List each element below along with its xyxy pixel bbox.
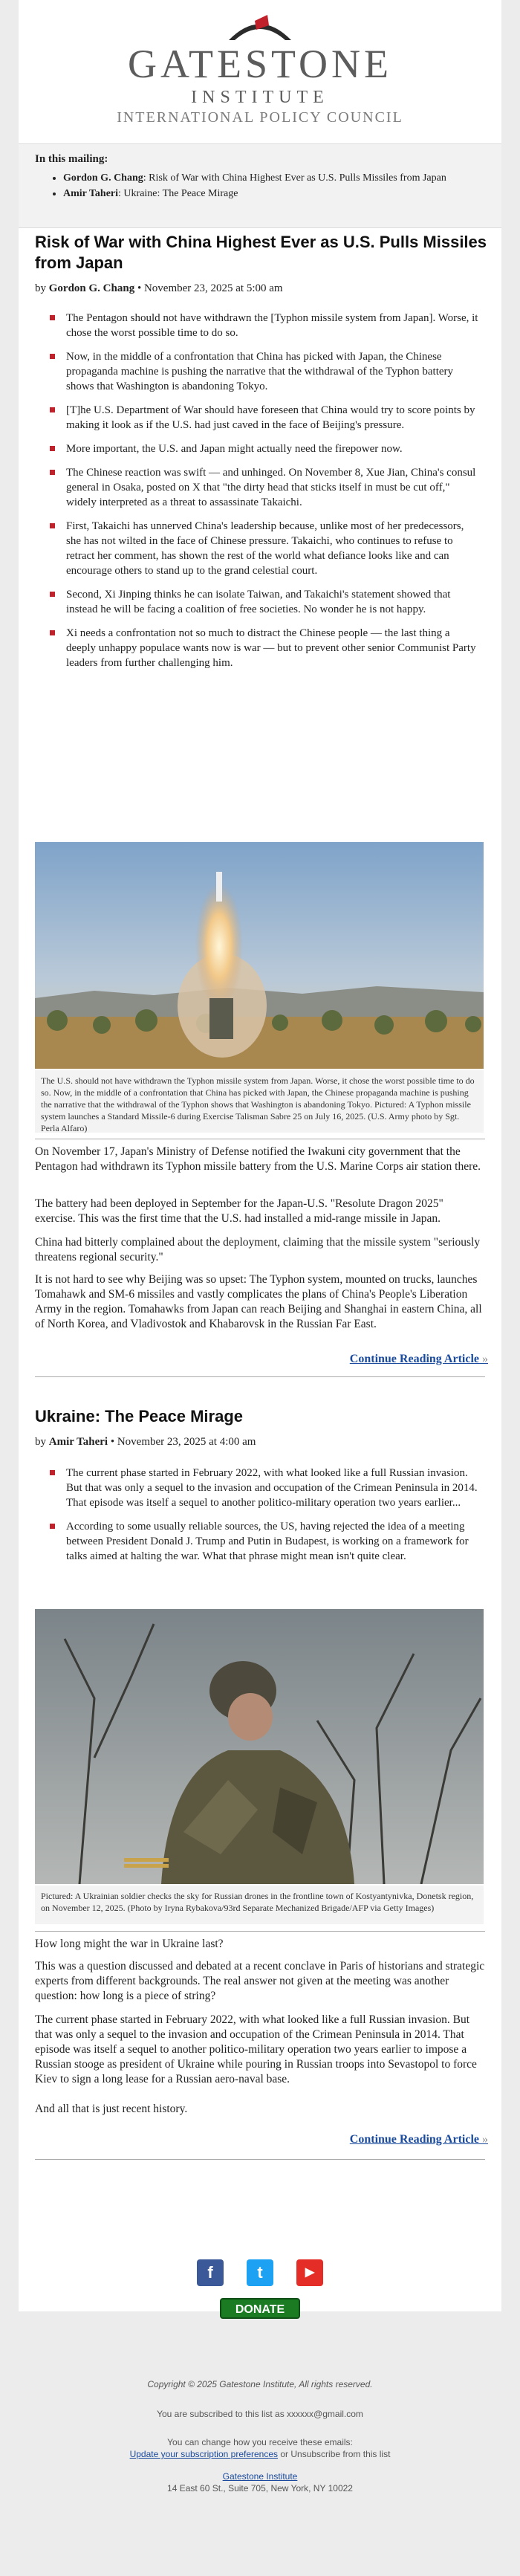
article-title[interactable]: Ukraine: The Peace Mirage — [35, 1407, 244, 1425]
article-paragraph: And all that is just recent history. — [35, 2103, 188, 2115]
logo-subtitle: INSTITUTE — [191, 88, 329, 107]
bullet-item: Xi needs a confrontation not so much to distract the Chinese people — the last thing a deeply unhappy populace wants now is war — but to prevent other senior Communist Party leaders from further challenging him. — [35, 626, 481, 670]
article-byline — [35, 281, 488, 296]
footer-links — [0, 2448, 520, 2460]
footer-change: You can change how you receive these emails: — [167, 2437, 353, 2447]
mailing-item[interactable] — [63, 187, 464, 201]
update-preferences-link[interactable]: Update your subscription preferences — [129, 2449, 279, 2459]
youtube-icon[interactable]: ▶ — [296, 2259, 323, 2286]
article-paragraph: The current phase started in February 2022, with what looked like a full Russian invasion. But that was only a sequel to the invasion and occupation of the Crimean Peninsula in 2014. That episode was itself a sequel to another politico-military operation two years earlier to impose a Russian stooge as president of Ukraine while pouring in Russian troops into Sevastopol to force Kiev to sign a long lease for a Russian aero-naval base. — [35, 2013, 477, 2085]
article-paragraph: The battery had been deployed in September for the Japan-U.S. "Resolute Dragon 2025" exercise. This was the first time that the U.S. had installed a mid-range missile in Japan. — [35, 1197, 443, 1225]
photo-caption: Pictured: A Ukrainian soldier checks the sky for Russian drones in the frontline town of Kostyantynivka, Donetsk region, on November 12, 2025. (Photo by Iryna Rybakova/93rd Separate Mechanized Brigade/AFP via Getty Images) — [35, 1886, 484, 1924]
bullet-item: Second, Xi Jinping thinks he can isolate Taiwan, and Takaichi's statement showed that instead he will be facing a coalition of free societies. No wonder he is not happy. — [35, 587, 481, 617]
bullet-item: According to some usually reliable sources, the US, having rejected the idea of a meeting between President Donald J. Trump and Putin in Budapest, is working on a framework for talks aimed at halting the war. What that phrase might mean isn't quite clear. — [35, 1519, 481, 1564]
article-paragraph: This was a question discussed and debated at a recent conclave in Paris of historians and strategic experts from different backgrounds. The real answer not given at the meeting was another question: how long is a piece of string? — [35, 1960, 485, 2002]
byline-by: by — [35, 1436, 46, 1448]
article-paragraph: It is not hard to see why Beijing was so upset: The Typhon system, mounted on trucks, launches Tomahawk and SM-6 missiles and vastly complicates the plans of China's People's Liberation Army in the region. Tomahawks from Japan can reach Beijing and Shanghai in eastern China, all of North Korea, and Vladivostok and Khabarovsk in the Russian Far East. — [35, 1273, 482, 1330]
article-paragraph: On November 17, Japan's Ministry of Defense notified the Iwakuni city government that the Pentagon had withdrawn its Typhon missile battery from the U.S. Marine Corps air station there. — [35, 1145, 481, 1173]
bullet-item: Now, in the middle of a confrontation that China has picked with Japan, the Chinese propaganda machine is pushing the narrative that the withdrawal of the Typhon battery shows that Washington is abandoning Tokyo. — [35, 349, 481, 394]
caption-divider — [35, 1931, 485, 1932]
bullet-item: First, Takaichi has unnerved China's leadership because, unlike most of her predecessors, she has not wilted in the face of Chinese pressure. Takaichi, who continues to refuse to retract her comment, has shown the rest of the world what defiance looks like and can encourage others to stand up to the grand celestial court. — [35, 519, 481, 578]
byline-by: by — [35, 282, 46, 294]
footer-org — [0, 2470, 520, 2482]
continue-reading-link[interactable] — [35, 2133, 488, 2146]
byline-author[interactable]: Amir Taheri — [48, 1436, 108, 1448]
footer-copyright: Copyright © 2025 Gatestone Institute, All rights reserved. — [147, 2379, 373, 2389]
email-footer — [0, 2378, 520, 2494]
org-link[interactable]: Gatestone Institute — [222, 2471, 298, 2482]
byline-date: November 23, 2025 at 4:00 am — [117, 1436, 256, 1448]
mailing-item[interactable] — [63, 171, 464, 185]
article-photo-missile[interactable] — [35, 842, 484, 1069]
continue-reading-label[interactable]: Continue Reading Article — [349, 1353, 479, 1365]
article-photo-soldier[interactable] — [35, 1609, 484, 1884]
continue-reading-label[interactable]: Continue Reading Article — [349, 2133, 479, 2146]
article-divider — [35, 1376, 485, 1377]
article-title[interactable]: Risk of War with China Highest Ever as U.S. Pulls Missiles from Japan — [35, 233, 487, 272]
footer-subscribed: You are subscribed to this list as xxxxxx@gmail.com — [157, 2409, 363, 2419]
article-bullets — [35, 311, 481, 679]
twitter-icon[interactable]: t — [247, 2259, 273, 2286]
bullet-item: The Pentagon should not have withdrawn the [Typhon missile system from Japan]. Worse, it chose the worst possible time to do so. — [35, 311, 481, 340]
article-paragraph: How long might the war in Ukraine last? — [35, 1938, 224, 1950]
byline-separator: • — [137, 282, 144, 294]
footer-unsubscribe-text[interactable]: or Unsubscribe from this list — [278, 2449, 391, 2459]
raquo-icon: » — [482, 2133, 488, 2146]
bullet-item: [T]he U.S. Department of War should have foreseen that China would try to score points by making it look as if the U.S. had just caved in the face of Beijing's pressure. — [35, 403, 481, 433]
bullet-item: More important, the U.S. and Japan might actually need the firepower now. — [35, 441, 481, 456]
email-sheet — [19, 0, 501, 2316]
mailing-heading: In this mailing: — [35, 153, 108, 165]
mailing-summary — [19, 143, 501, 228]
article-paragraph: China had bitterly complained about the deployment, claiming that the missile system "seriously threatens regional security." — [35, 1236, 481, 1263]
logo-tagline: INTERNATIONAL POLICY COUNCIL — [117, 109, 403, 126]
mailing-author: Gordon G. Chang — [63, 172, 143, 184]
bullet-item: The Chinese reaction was swift — and unhinged. On November 8, Xue Jian, China's consul general in Osaka, posted on X that "the dirty head that sticks itself in must be cut off," widely interpreted as a threat to assassinate Takaichi. — [35, 465, 481, 510]
byline-date: November 23, 2025 at 5:00 am — [143, 282, 283, 294]
mailing-title: : Ukraine: The Peace Mirage — [118, 188, 238, 199]
mailing-list — [63, 171, 464, 202]
byline-separator: • — [110, 1436, 117, 1448]
article-byline — [35, 1434, 488, 1449]
mailing-author: Amir Taheri — [63, 188, 119, 199]
bullet-item: The current phase started in February 2022, with what looked like a full Russian invasion. But that was only a sequel to the invasion and occupation of the Crimean Peninsula in 2014. That episode was itself a sequel to another politico-military operation two years earlier... — [35, 1466, 481, 1510]
footer-address: 14 East 60 St., Suite 705, New York, NY 10022 — [167, 2483, 353, 2494]
social-links — [19, 2259, 501, 2289]
article-divider — [35, 2159, 485, 2160]
logo-title: GATESTONE — [127, 42, 392, 86]
raquo-icon: » — [482, 1353, 488, 1365]
continue-reading-link[interactable] — [35, 1353, 488, 1366]
facebook-icon[interactable]: f — [197, 2259, 224, 2286]
gatestone-logo-mark — [223, 12, 297, 45]
byline-author[interactable]: Gordon G. Chang — [48, 282, 135, 294]
article-bullets — [35, 1466, 481, 1573]
photo-caption: The U.S. should not have withdrawn the Typhon missile system from Japan. Worse, it chose the worst possible time to do so. Now, in the middle of a confrontation that China has picked with Japan, the Chinese propaganda machine is pushing the narrative that the withdrawal of the Typhon shows that Washington is abandoning Tokyo. Pictured: A Typhon missile system launches a Standard Missile-6 during Exercise Talisman Sabre 25 on July 16, 2025. (U.S. Army photo by Sgt. Perla Alfaro) — [35, 1070, 484, 1133]
donate-button[interactable]: DONATE — [220, 2298, 300, 2319]
mailing-title: : Risk of War with China Highest Ever as U.S. Pulls Missiles from Japan — [143, 172, 446, 184]
masthead — [19, 0, 501, 137]
